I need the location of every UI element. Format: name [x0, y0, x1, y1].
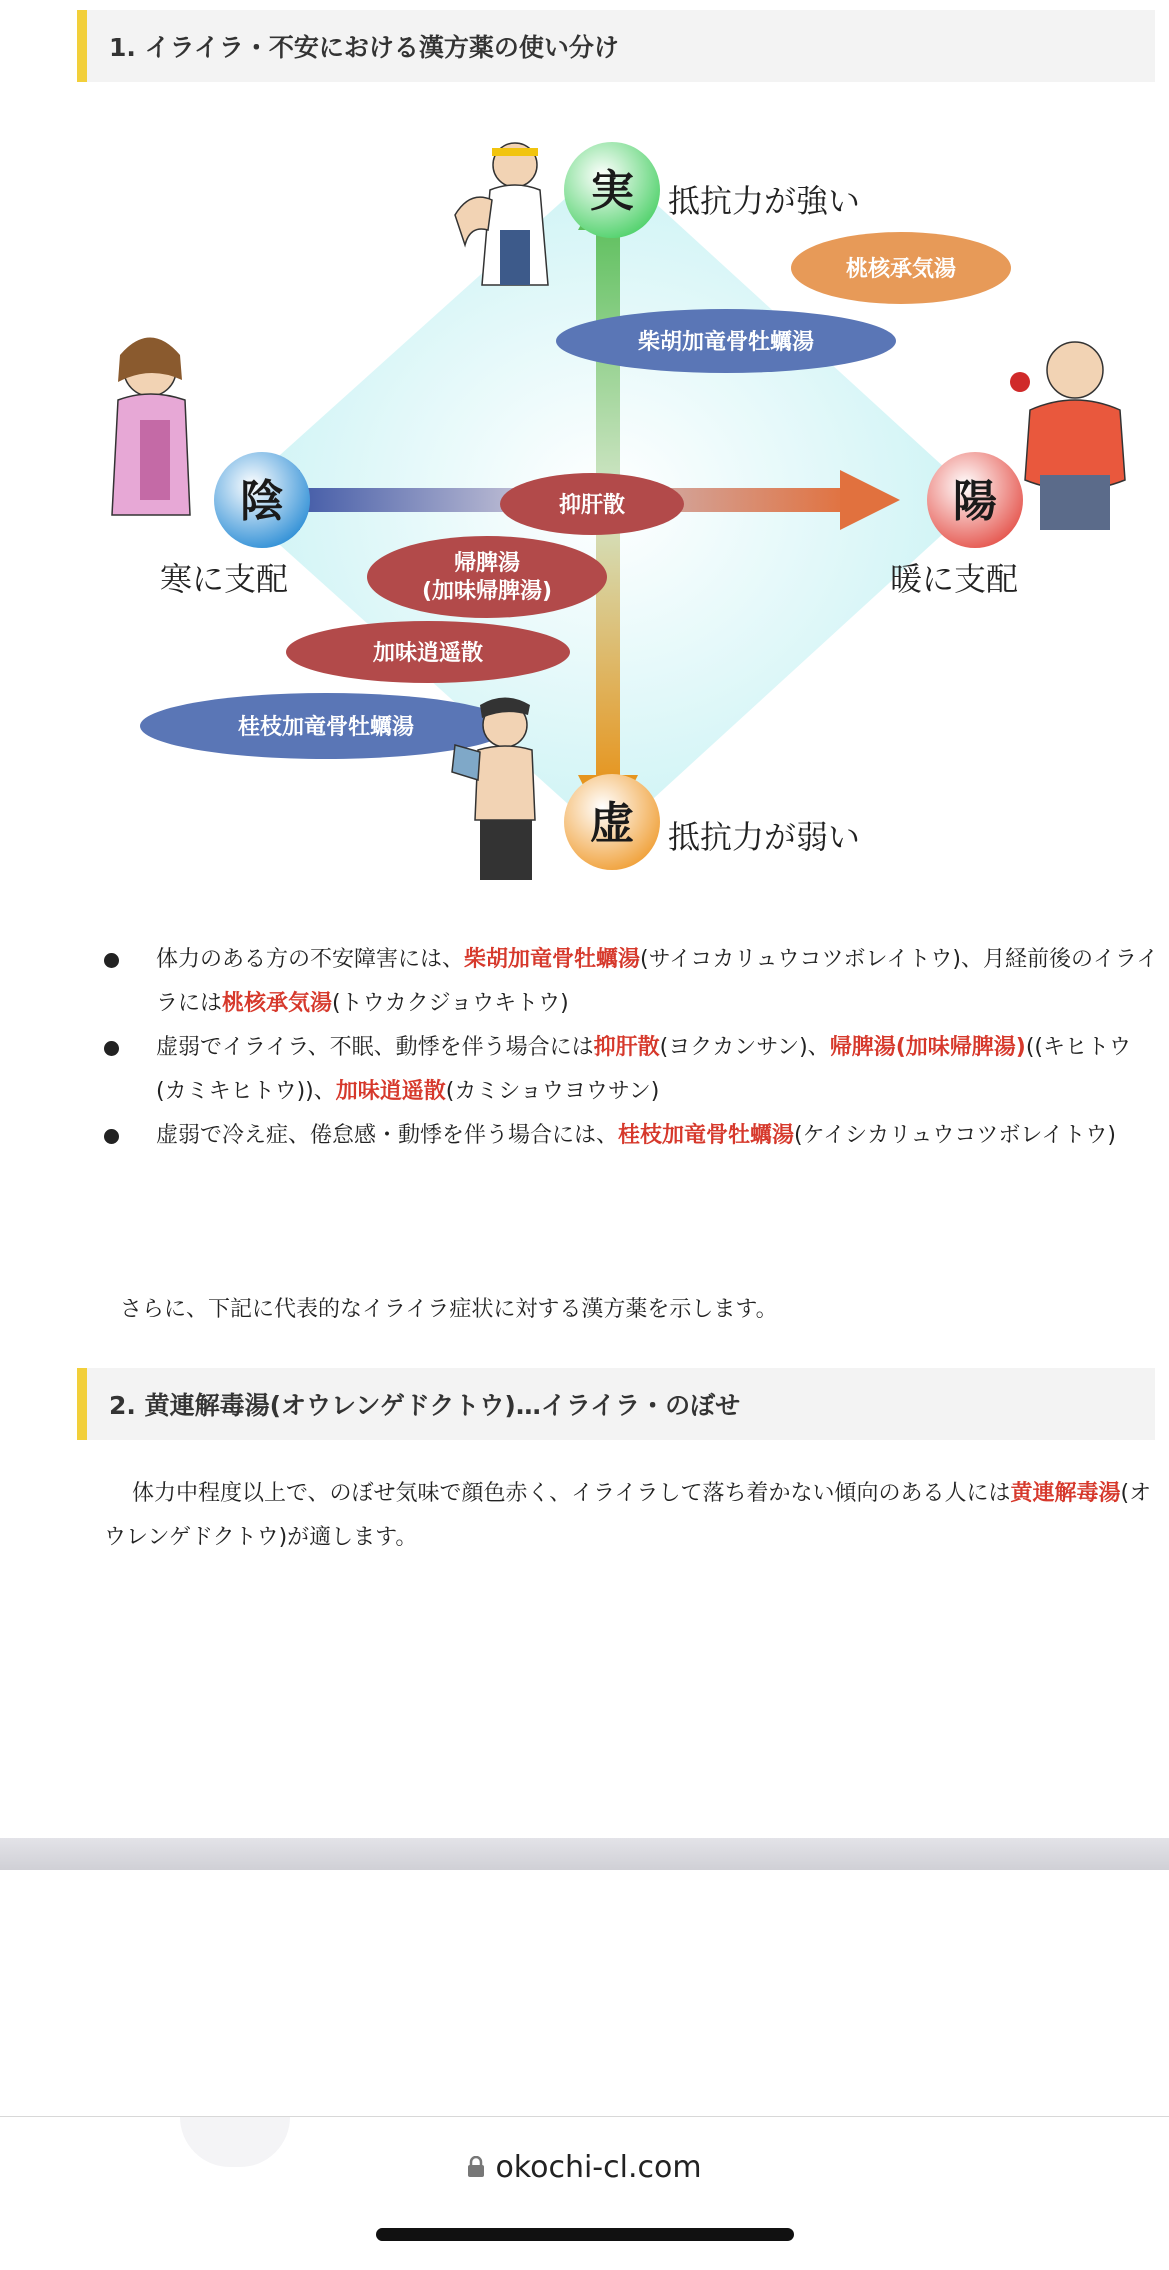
pole-kyo — [564, 774, 660, 870]
pill-touka — [791, 232, 1011, 304]
figure-strong-illustration — [455, 143, 548, 285]
svg-text:柴胡加竜骨牡蠣湯: 柴胡加竜骨牡蠣湯 — [637, 330, 815, 355]
intro-paragraph: さらに、下記に代表的なイライラ症状に対する漢方薬を示します。 — [120, 1297, 778, 1322]
pill-kami — [286, 621, 570, 683]
list-item: 虚弱でイライラ、不眠、動悸を伴う場合には抑肝散(ヨクカンサン)、帰脾湯(加味帰脾湯)((キヒトウ(カミキヒトウ))、加味逍遥散(カミショウヨウサン) — [100, 1026, 1160, 1114]
list-item: 虚弱で冷え症、倦怠感・動悸を伴う場合には、桂枝加竜骨牡蠣湯(ケイシカリュウコツボレイトウ) — [100, 1114, 1160, 1158]
svg-text:陰: 陰 — [240, 476, 284, 527]
label-cold: 寒に支配 — [160, 560, 289, 598]
pole-jitsu — [564, 142, 660, 238]
svg-text:加味逍遥散: 加味逍遥散 — [372, 641, 484, 666]
lock-icon — [467, 2151, 485, 2186]
kampo-diagram — [0, 120, 1169, 900]
svg-text:桃核承気湯: 桃核承気湯 — [845, 257, 957, 282]
pill-saiko — [556, 309, 896, 373]
svg-text:(加味帰脾湯): (加味帰脾湯) — [421, 579, 553, 604]
svg-text:帰脾湯: 帰脾湯 — [453, 551, 521, 576]
svg-text:桂枝加竜骨牡蠣湯: 桂枝加竜骨牡蠣湯 — [237, 715, 415, 740]
home-indicator[interactable] — [376, 2228, 794, 2241]
svg-text:抑肝散: 抑肝散 — [558, 493, 626, 518]
kampo-bullet-list — [100, 938, 1160, 1158]
pill-yokukan — [500, 473, 684, 535]
svg-text:虚: 虚 — [590, 798, 634, 849]
toolbar-divider — [0, 2116, 1169, 2117]
section-heading-1: 1. イライラ・不安における漢方薬の使い分け — [77, 10, 1155, 82]
url-bar[interactable] — [0, 2150, 1169, 2186]
figure-cold-illustration — [112, 338, 190, 516]
section-heading-2: 2. 黄連解毒湯(オウレンゲドクトウ)…イライラ・のぼせ — [77, 1368, 1155, 1440]
section2-paragraph: 体力中程度以上で、のぼせ気味で顔色赤く、イライラして落ち着かない傾向のある人には黄連解毒湯(オウレンゲドクトウ)が適します。 — [104, 1481, 1152, 1550]
pole-in — [214, 452, 310, 548]
svg-text:実: 実 — [590, 166, 634, 217]
page-divider — [0, 1838, 1169, 1870]
pill-kihi — [367, 536, 607, 618]
pole-you — [927, 452, 1023, 548]
url-text: okochi-cl.com — [495, 2150, 702, 2185]
label-strong: 抵抗力が強い — [668, 182, 861, 220]
label-weak: 抵抗力が弱い — [668, 818, 861, 856]
label-warm: 暖に支配 — [890, 560, 1019, 598]
figure-warm-illustration — [1010, 342, 1125, 530]
svg-text:陽: 陽 — [953, 476, 997, 527]
list-item: 体力のある方の不安障害には、柴胡加竜骨牡蠣湯(サイコカリュウコツボレイトウ)、月経前後のイライラには桃核承気湯(トウカクジョウキトウ) — [100, 938, 1160, 1026]
